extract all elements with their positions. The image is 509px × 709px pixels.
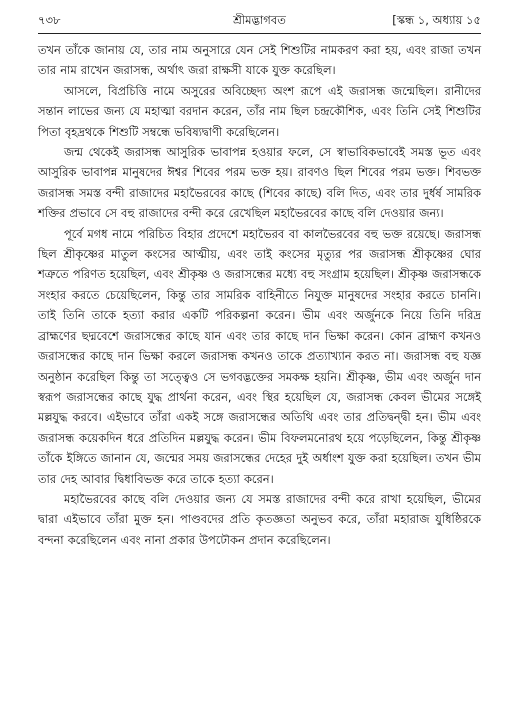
paragraph: পূর্বে মগধ নামে পরিচিত বিহার প্রদেশে মহাভৈরব বা কালভৈরবের বহু ভক্ত রয়েছে। জরাসন্ধ ছিল শ্রীকৃষ্ণের মাতুল কংসের আত্মীয়, এবং তাই কংসের মৃত্যুর পর জরাসন্ধ শ্রীকৃষ্ণের ঘোর শত্রুতে পরিণত হয়েছিল, এবং শ্রীকৃষ্ণ ও জরাসন্ধের মধ্যে বহু সংগ্রাম হয়েছিল। শ্রীকৃষ্ণ জরাসন্ধকে সংহার করতে চেয়েছিলেন, কিন্তু তার সামরিক বাহিনীতে নিযুক্ত মানুষদের সংহার করতে চাননি। তাই তিনি তাকে হত্যা করার একটি পরিকল্পনা করেন। ভীম এবং অর্জুনকে নিয়ে তিনি দরিদ্র ব্রাহ্মণের ছদ্মবেশে জরাসন্ধের কাছে যান এবং তার কাছে দান ভিক্ষা করেন। কোন ব্রাহ্মণ কখনও জরাসন্ধের কাছে দান ভিক্ষা করলে জরাসন্ধ কখনও তাকে প্রত্যাখ্যান করত না। জরাসন্ধ বহু যজ্ঞ অনুষ্ঠান করেছিল কিন্তু তা সত্ত্বেও সে ভগবদ্ভক্তের সমকক্ষ হয়নি। শ্রীকৃষ্ণ, ভীম এবং অর্জুন দান স্বরূপ জরাসন্ধের কাছে যুদ্ধ প্রার্থনা করেন, এবং স্থির হয়েছিল যে, জরাসন্ধ কেবল ভীমের সঙ্গেই মল্লযুদ্ধ করবে। এইভাবে তাঁরা একই সঙ্গে জরাসন্ধের অতিথি এবং তার প্রতিদ্বন্দ্বী হন। ভীম এবং জরাসন্ধ কয়েকদিন ধরে প্রতিদিন মল্লযুদ্ধ করেন। ভীম বিফলমনোরথ হয়ে পড়েছিলেন, কিন্তু শ্রীকৃষ্ণ তাঁকে ইঙ্গিতে জানান যে, জন্মের সময় জরাসন্ধের দেহের দুই অর্ধাংশ যুক্ত করা হয়েছিল। তখন ভীম তার দেহ আবার দ্বিধাবিভক্ত করে তাকে হত্যা করেন। [38, 226, 481, 486]
header-rule [38, 33, 481, 34]
body-text [38, 40, 481, 550]
running-header [38, 9, 481, 31]
paragraph: জন্ম থেকেই জরাসন্ধ আসুরিক ভাবাপন্ন হওয়ার ফলে, সে স্বাভাবিকভাবেই সমস্ত ভূত এবং আসুরিক ভাবাপন্ন মানুষদের ঈশ্বর শিবের পরম ভক্ত হয়। রাবণও ছিল শিবের পরম ভক্ত। শিবভক্ত জরাসন্ধ সমস্ত বন্দী রাজাদের মহাভৈরবের কাছে (শিবের কাছে) বলি দিত, এবং তার দুর্ধর্ষ সামরিক শক্তির প্রভাবে সে বহু রাজাদের বন্দী করে রেখেছিল মহাভৈরবের কাছে বলি দেওয়ার জন্য। [38, 145, 481, 221]
paragraph: তখন তাঁকে জানায় যে, তার নাম অনুসারে যেন সেই শিশুটির নামকরণ করা হয়, এবং রাজা তখন তার নাম রাখেন জরাসন্ধ, অর্থাৎ জরা রাক্ষসী যাকে যুক্ত করেছিল। [38, 43, 481, 78]
paragraph: আসলে, বিপ্রচিত্তি নামে অসুরের অবিচ্ছেদ্য অংশ রূপে এই জরাসন্ধ জন্মেছিল। রানীদের সন্তান লাভের জন্য যে মহাত্মা বরদান করেন, তাঁর নাম ছিল চন্দ্রকৌশিক, এবং তিনি সেই শিশুটির পিতা বৃহদ্রথকে শিশুটি সম্বন্ধে ভবিষ্যদ্বাণী করেছিলেন। [38, 83, 481, 139]
paragraph: মহাভৈরবের কাছে বলি দেওয়ার জন্য যে সমস্ত রাজাদের বন্দী করে রাখা হয়েছিল, ভীমের দ্বারা এইভাবে তাঁরা মুক্ত হন। পাণ্ডবদের প্রতি কৃতজ্ঞতা অনুভব করে, তাঁরা মহারাজ যুধিষ্ঠিরকে বন্দনা করেছিলেন এবং নানা প্রকার উপঢৌকন প্রদান করেছিলেন। [38, 491, 481, 547]
book-title: শ্রীমদ্ভাগবত [233, 13, 286, 27]
chapter-reference: [স্কন্ধ ১, অধ্যায় ১৫ [392, 13, 481, 27]
page-number: ৭৩৮ [38, 13, 61, 27]
